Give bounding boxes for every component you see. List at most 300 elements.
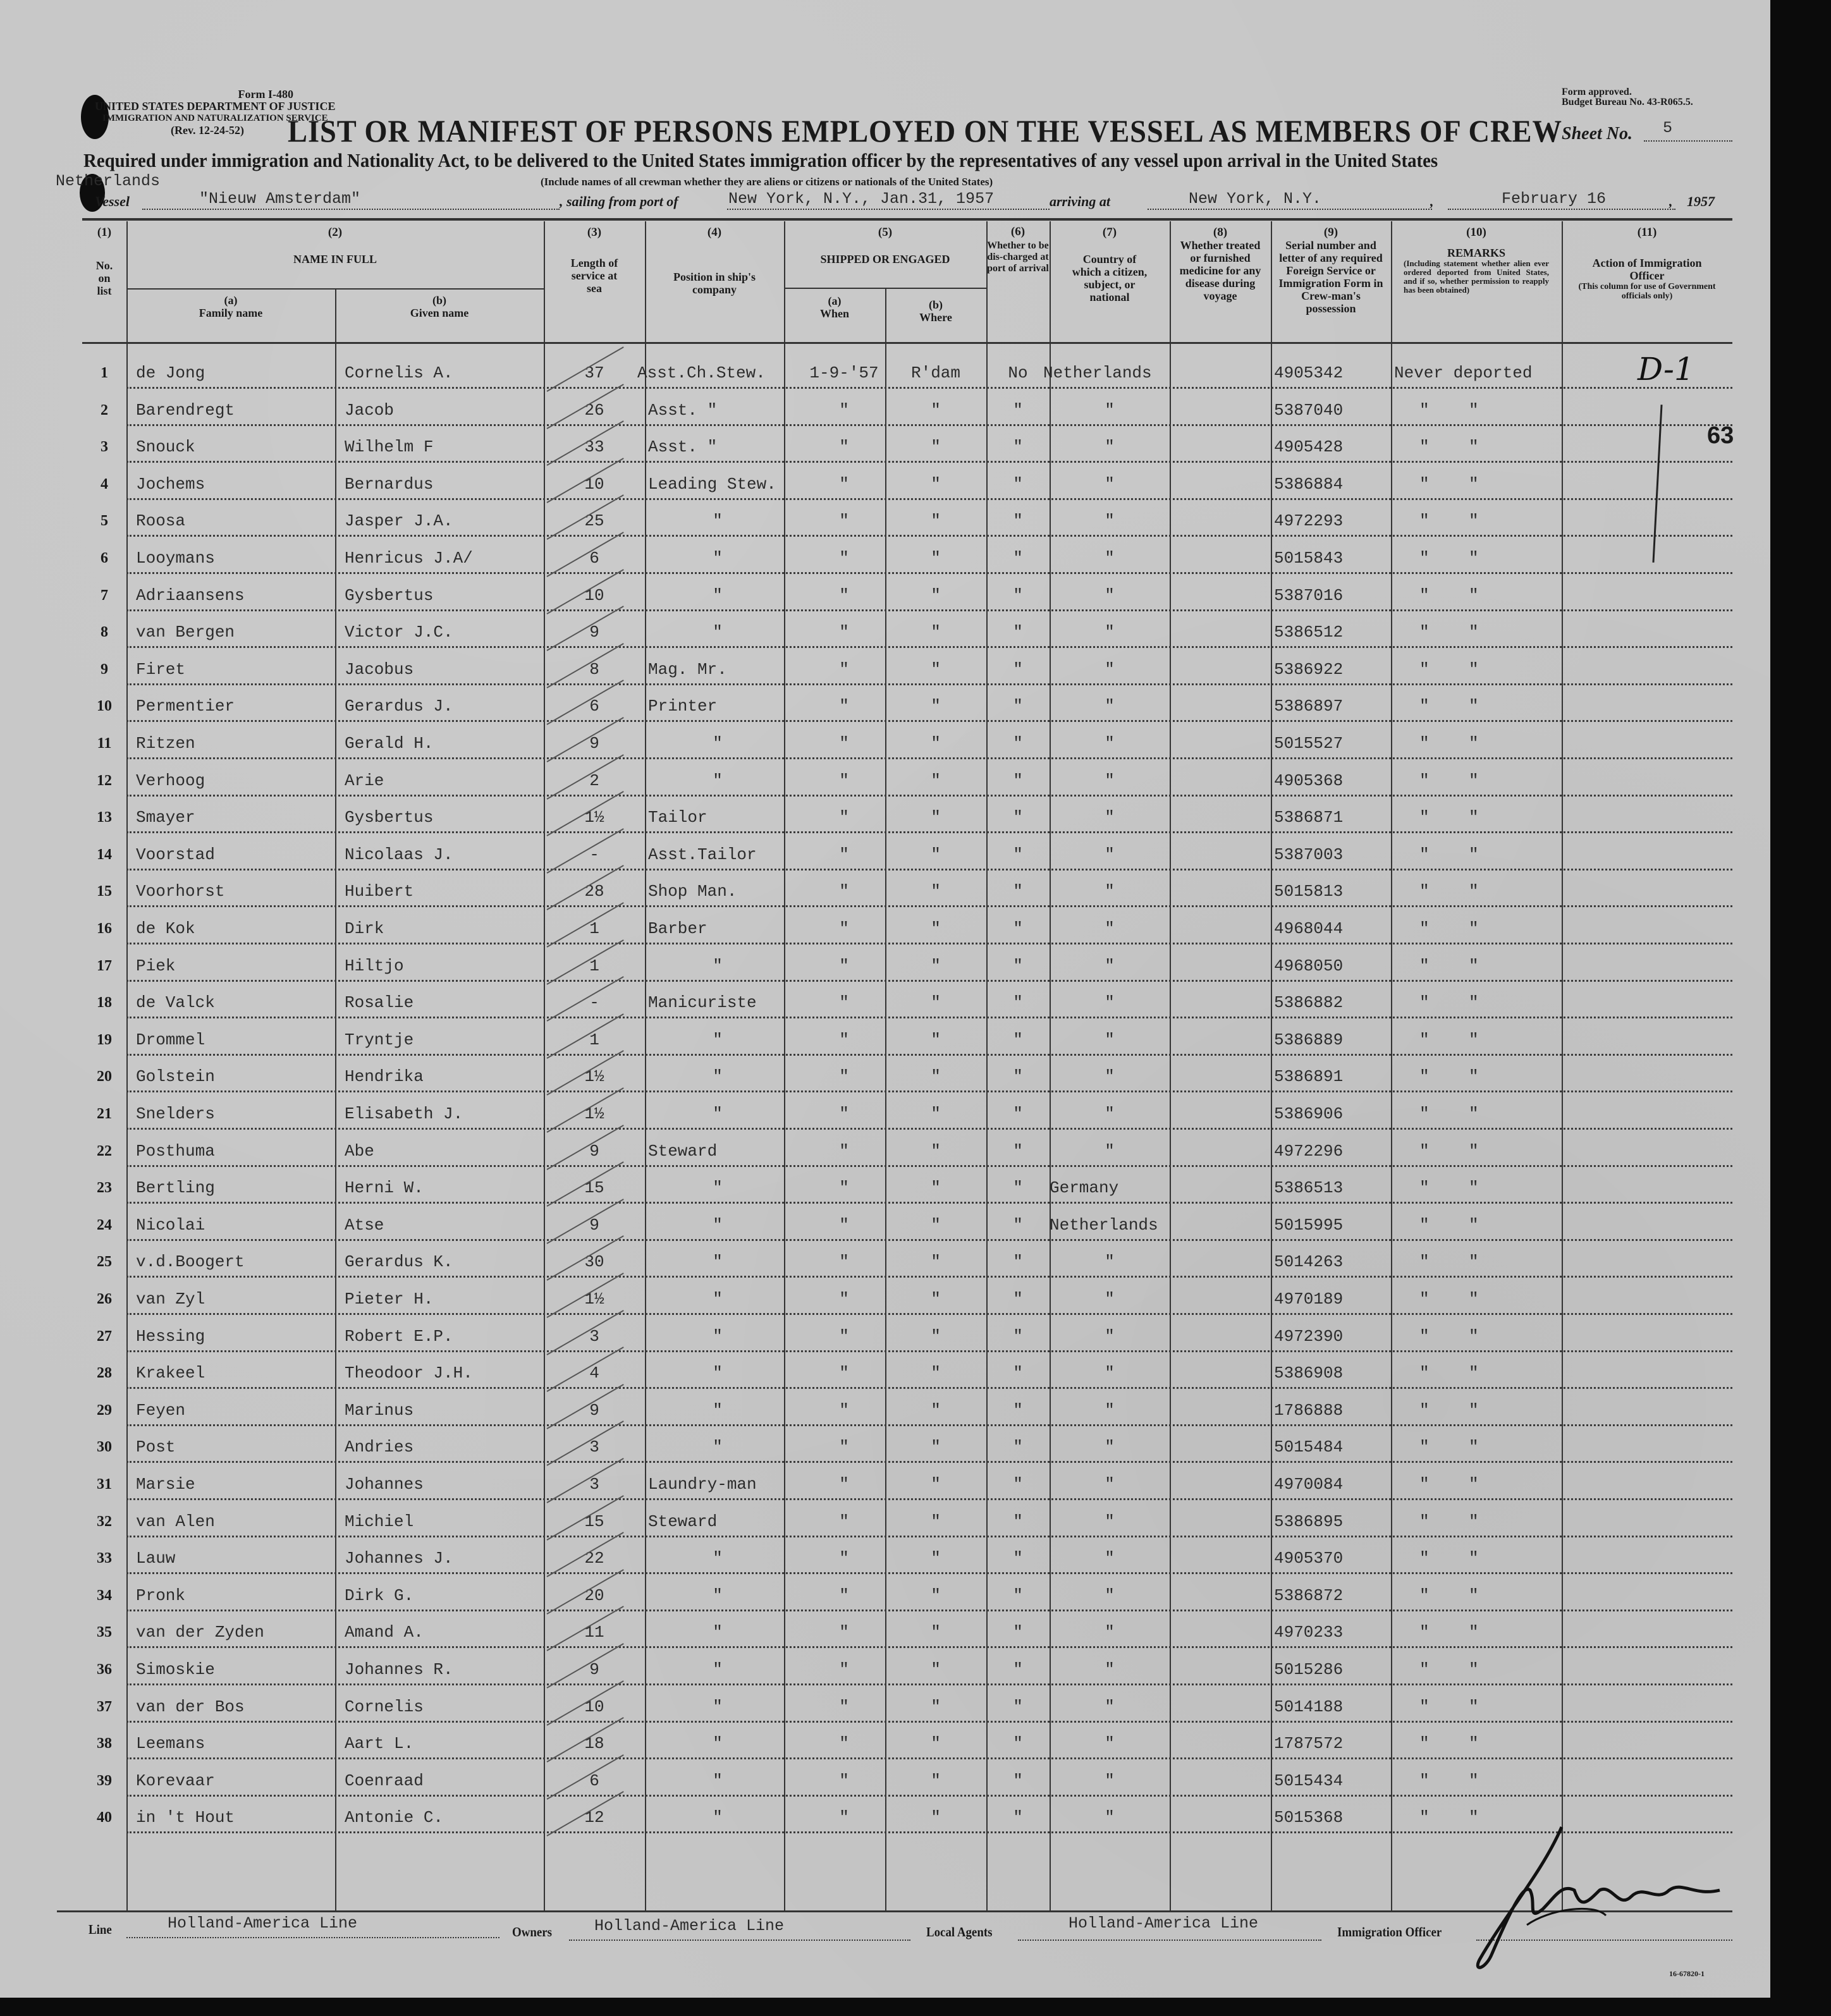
table-row [82,1317,1732,1354]
cell-discharged: " [1013,1771,1023,1790]
cell-serial: 1787572 [1274,1734,1344,1754]
cell-no: 5 [101,513,108,530]
cell-position: " [713,1660,723,1679]
cell-no: 28 [97,1365,112,1382]
sheet-label: Sheet No. [1562,124,1632,144]
cell-country: " [1105,1734,1115,1754]
cell-remarks: " " [1419,474,1479,494]
cell-where: " [931,1141,941,1161]
cell-serial: 5386908 [1274,1364,1344,1383]
cell-position: Steward [648,1141,718,1161]
table-row [82,910,1732,946]
cell-position: " [713,585,723,605]
table-row [82,539,1732,576]
cell-service: 1½ [584,1104,604,1123]
cell-position: " [713,1252,723,1272]
cell-serial: 5015813 [1274,882,1344,901]
cell-given: Cornelis A. [345,363,453,382]
cell-serial: 4972390 [1274,1326,1344,1346]
table-row [82,1651,1732,1687]
cell-where: " [931,1364,941,1383]
cell-service: 12 [584,1808,604,1828]
cell-position: " [713,1623,723,1642]
cell-no: 38 [97,1735,112,1752]
col-num: (a) [224,294,238,307]
col-num: (b) [432,294,446,307]
cell-when: " [839,1067,849,1087]
cell-where: " [931,659,941,679]
cell-remarks: " " [1419,1067,1479,1087]
cell-when: " [839,400,849,420]
col-num: (6) [1010,225,1026,238]
cell-discharged: " [1013,734,1023,753]
cell-where: " [931,400,941,420]
arriving-at: New York, N.Y. [1189,190,1322,208]
cell-when: " [839,1660,849,1679]
cell-discharged: " [1013,1215,1023,1235]
cell-family: Nicolai [136,1215,205,1235]
cell-family: Looymans [136,549,215,568]
cell-country: " [1105,697,1115,716]
cell-given: Aart L. [345,1734,414,1754]
margin-count: 63 [1707,422,1734,449]
cell-serial: 4905368 [1274,771,1344,790]
col-label: Position in ship's company [673,271,756,296]
cell-remarks: " " [1419,1215,1479,1235]
cell-country: Netherlands [1043,363,1152,382]
cell-when: " [839,1400,849,1420]
col-header-remarks [1391,226,1562,295]
cell-serial: 4905428 [1274,437,1344,457]
cell-country: " [1105,734,1115,753]
cell-family: Drommel [136,1030,205,1049]
cell-serial: 4972296 [1274,1141,1344,1161]
cell-where: " [931,1104,941,1123]
cell-service: 1½ [584,1067,604,1087]
cell-no: 4 [101,475,108,492]
cell-discharged: " [1013,1438,1023,1457]
table-row [82,502,1732,539]
cell-remarks: " " [1419,549,1479,568]
cell-where: " [931,1549,941,1568]
cell-no: 19 [97,1031,112,1048]
cell-given: Antonie C. [345,1808,444,1828]
cell-country: " [1105,1400,1115,1420]
cell-no: 7 [101,587,108,604]
cell-family: Barendregt [136,400,235,420]
cell-position: " [713,1734,723,1754]
cell-no: 27 [97,1328,112,1345]
table-row [82,1539,1732,1576]
cell-discharged: " [1013,623,1023,642]
cell-given: Andries [345,1438,414,1457]
cell-where: " [931,1067,941,1087]
cell-given: Wilhelm F [345,437,434,457]
cell-discharged: " [1013,1697,1023,1716]
cell-service: 1½ [584,1290,604,1309]
col-label: Whether to be dis-charged at port of arrival [987,240,1049,274]
cell-position: " [713,1808,723,1828]
cell-when: " [839,845,849,864]
cell-given: Gysbertus [345,585,434,605]
table-row [82,687,1732,724]
table-row [82,354,1732,391]
cell-no: 39 [97,1772,112,1789]
cell-service: 11 [584,1623,604,1642]
cell-given: Dirk [345,919,384,938]
form-revision: (Rev. 12-24-52) [171,124,244,137]
cell-discharged: No [1008,363,1028,382]
owners-value: Holland-America Line [594,1917,785,1935]
line-label: Line [89,1922,112,1937]
cell-country: " [1105,1141,1115,1161]
cell-when: " [839,1364,849,1383]
col-label: No. on list [95,259,113,297]
officer-label: Immigration Officer [1337,1924,1442,1940]
cell-where: " [931,511,941,531]
cell-family: Permentier [136,697,235,716]
cell-remarks: " " [1419,437,1479,457]
sailing-line [727,209,1050,210]
cell-position: Printer [648,697,718,716]
cell-service: 8 [589,659,599,679]
cell-no: 29 [97,1402,112,1419]
cell-remarks: " " [1419,400,1479,420]
cell-position: " [713,1290,723,1309]
cell-where: " [931,1771,941,1790]
cell-given: Amand A. [345,1623,424,1642]
cell-service: 28 [584,882,604,901]
cell-position: " [713,1364,723,1383]
cell-given: Hiltjo [345,956,404,975]
cell-family: Roosa [136,511,186,531]
cell-where: " [931,1697,941,1716]
cell-discharged: " [1013,1326,1023,1346]
table-row [82,1058,1732,1094]
page-title: LIST OR MANIFEST OF PERSONS EMPLOYED ON THE VESSEL AS MEMBERS OF CREW [288,113,1562,149]
cell-remarks: " " [1419,1771,1479,1790]
cell-discharged: " [1013,956,1023,975]
cell-given: Cornelis [345,1697,424,1716]
cell-country: " [1105,1252,1115,1272]
cell-position: " [713,1326,723,1346]
cell-given: Gysbertus [345,808,434,828]
cell-serial: 5386512 [1274,623,1344,642]
cell-remarks: " " [1419,845,1479,864]
cell-position: Manicuriste [648,993,757,1013]
cell-when: " [839,623,849,642]
col-num: (5) [878,226,893,239]
cell-country: " [1105,993,1115,1013]
arrival-date-line [1448,209,1675,210]
cell-when: " [839,1623,849,1642]
cell-position: Steward [648,1512,718,1531]
table-row [82,465,1732,502]
cell-discharged: " [1013,1178,1023,1198]
line-field-rule [126,1937,499,1938]
cell-remarks: Never deported [1394,363,1533,382]
sailing-from: New York, N.Y., Jan.31, 1957 [728,190,995,208]
table-row [82,836,1732,872]
cell-no: 31 [97,1476,112,1493]
cell-when: " [839,993,849,1013]
cell-discharged: " [1013,1660,1023,1679]
cell-position: " [713,1215,723,1235]
arriving-line [1148,209,1432,210]
cell-when: " [839,1549,849,1568]
cell-discharged: " [1013,585,1023,605]
cell-service: 1½ [584,808,604,828]
cell-remarks: " " [1419,1178,1479,1198]
cell-where: " [931,1290,941,1309]
cell-country: " [1105,1623,1115,1642]
cell-family: Piek [136,956,176,975]
col-num: (8) [1213,226,1228,239]
col-header-when [784,295,885,320]
cell-family: Firet [136,659,186,679]
cell-country: " [1105,919,1115,938]
table-row [82,1725,1732,1761]
cell-remarks: " " [1419,511,1479,531]
col-num: (1) [97,226,112,239]
cell-where: " [931,1808,941,1828]
col-label: Length of service at sea [570,257,618,295]
cell-service: 15 [584,1512,604,1531]
cell-country: " [1105,1660,1115,1679]
cell-service: 9 [589,623,599,642]
table-row [82,724,1732,761]
cell-serial: 4970233 [1274,1623,1344,1642]
cell-discharged: " [1013,511,1023,531]
cell-family: Voorstad [136,845,215,864]
cell-where: " [931,474,941,494]
cell-serial: 5014188 [1274,1697,1344,1716]
cell-serial: 5386884 [1274,474,1344,494]
cell-given: Gerardus K. [345,1252,453,1272]
table-row [82,1280,1732,1317]
cell-family: Smayer [136,808,195,828]
table-row [82,947,1732,984]
col-num: (a) [828,295,842,307]
cell-country: " [1105,1326,1115,1346]
cell-when: " [839,1252,849,1272]
cell-when: " [839,549,849,568]
cell-remarks: " " [1419,1104,1479,1123]
cell-country: " [1105,623,1115,642]
cell-given: Theodoor J.H. [345,1364,473,1383]
cell-family: Feyen [136,1400,186,1420]
cell-position: Leading Stew. [648,474,776,494]
cell-when: " [839,734,849,753]
cell-remarks: " " [1419,1623,1479,1642]
cell-remarks: " " [1419,734,1479,753]
cell-serial: 5386889 [1274,1030,1344,1049]
cell-where: " [931,734,941,753]
cell-discharged: " [1013,1290,1023,1309]
cell-where: " [931,1400,941,1420]
sheet-number-line [1644,140,1732,142]
table-row [82,762,1732,798]
cell-serial: 5015368 [1274,1808,1344,1828]
table-row [82,1206,1732,1243]
cell-discharged: " [1013,845,1023,864]
cell-given: Elisabeth J. [345,1104,463,1123]
cell-remarks: " " [1419,623,1479,642]
col-num: (10) [1466,226,1486,239]
table-row [82,1132,1732,1169]
cell-when: " [839,808,849,828]
cell-family: van Zyl [136,1290,205,1309]
cell-country: " [1105,1549,1115,1568]
col-header-discharged [986,226,1050,274]
cell-when: " [839,659,849,679]
col-note: (This column for use of Government officials only) [1578,282,1716,301]
table-row [82,798,1732,835]
cell-no: 32 [97,1513,112,1530]
table-row [82,1577,1732,1613]
cell-no: 23 [97,1180,112,1197]
cell-serial: 5387040 [1274,400,1344,420]
cell-discharged: " [1013,882,1023,901]
cell-discharged: " [1013,1364,1023,1383]
cell-service: 6 [589,697,599,716]
cell-where: R'dam [910,363,960,382]
cell-family: Posthuma [136,1141,215,1161]
cell-given: Henricus J.A/ [345,549,473,568]
cell-service: 1 [589,919,599,938]
cell-remarks: " " [1419,771,1479,790]
cell-remarks: " " [1419,1326,1479,1346]
vessel-label: Vessel [95,193,130,209]
cell-country: " [1105,1104,1115,1123]
cell-where: " [931,1475,941,1494]
cell-where: " [931,1252,941,1272]
cell-family: Krakeel [136,1364,205,1383]
cell-family: van der Bos [136,1697,245,1716]
cell-service: 22 [584,1549,604,1568]
cell-given: Arie [345,771,384,790]
cell-service: - [589,845,599,864]
cell-no: 22 [97,1142,112,1159]
cell-position: Asst. " [648,437,718,457]
cell-given: Michiel [345,1512,414,1531]
cell-remarks: " " [1419,919,1479,938]
cell-remarks: " " [1419,1697,1479,1716]
col-label: REMARKS [1447,247,1505,259]
cell-family: Leemans [136,1734,205,1754]
table-row [82,984,1732,1020]
table-top-rule [82,218,1732,221]
cell-position: " [713,511,723,531]
cell-where: " [931,623,941,642]
cell-no: 40 [97,1809,112,1826]
cell-when: " [839,771,849,790]
cell-no: 37 [97,1698,112,1715]
cell-discharged: " [1013,1549,1023,1568]
cell-family: Voorhorst [136,882,225,901]
cell-family: de Jong [136,363,205,382]
cell-no: 9 [101,661,108,678]
cell-remarks: " " [1419,1400,1479,1420]
cell-country: " [1105,585,1115,605]
cell-discharged: " [1013,1104,1023,1123]
cell-no: 10 [97,698,112,715]
cell-family: van Alen [136,1512,215,1531]
cell-when: " [839,1512,849,1531]
cell-where: " [931,1734,941,1754]
cell-family: Post [136,1438,176,1457]
cell-no: 30 [97,1439,112,1456]
cell-remarks: " " [1419,882,1479,901]
cell-country: " [1105,1808,1115,1828]
cell-when: " [839,1697,849,1716]
col-num: (9) [1323,226,1338,239]
col-note: (Including statement whether alien ever ordered deported from United States, and if so, whether permission to reapply has been obtained) [1404,259,1549,295]
cell-serial: 5387016 [1274,585,1344,605]
cell-where: " [931,808,941,828]
cell-remarks: " " [1419,1290,1479,1309]
col-label: SHIPPED OR ENGAGED [820,253,950,266]
col-label: When [819,307,849,320]
cell-where: " [931,1215,941,1235]
col-num: (b) [929,298,943,311]
cell-discharged: " [1013,1141,1023,1161]
cell-remarks: " " [1419,1252,1479,1272]
cell-country: " [1105,1290,1115,1309]
cell-when: " [839,1808,849,1828]
col-header-family-name [126,294,335,319]
cell-where: " [931,585,941,605]
cell-serial: 4970189 [1274,1290,1344,1309]
cell-country: " [1105,1697,1115,1716]
cell-given: Huibert [345,882,414,901]
cell-service: 9 [589,1215,599,1235]
table-row [82,577,1732,613]
cell-family: van der Zyden [136,1623,264,1642]
cell-given: Jacobus [345,659,414,679]
cell-serial: 5386906 [1274,1104,1344,1123]
cell-where: " [931,919,941,938]
table-row [82,1465,1732,1502]
cell-when: " [839,1290,849,1309]
cell-discharged: " [1013,549,1023,568]
cell-remarks: " " [1419,1734,1479,1754]
col-label: Country of which a citizen, subject, or national [1072,253,1148,303]
cell-family: de Kok [136,919,195,938]
cell-where: " [931,1030,941,1049]
cell-serial: 5015286 [1274,1660,1344,1679]
cell-no: 18 [97,994,112,1011]
cell-discharged: " [1013,808,1023,828]
col-label: Family name [199,307,263,319]
cell-position: " [713,1030,723,1049]
cell-where: " [931,1178,941,1198]
table-row [82,651,1732,687]
cell-remarks: " " [1419,808,1479,828]
cell-family: van Bergen [136,623,235,642]
table-row [82,1021,1732,1058]
col-label: NAME IN FULL [293,253,377,266]
cell-when: " [839,1104,849,1123]
cell-family: Golstein [136,1067,215,1087]
col-label: Where [919,311,952,324]
cell-discharged: " [1013,771,1023,790]
cell-position: Mag. Mr. [648,659,727,679]
cell-where: " [931,1660,941,1679]
cell-when: " [839,697,849,716]
col-header-where [885,298,986,324]
cell-serial: 5015995 [1274,1215,1344,1235]
